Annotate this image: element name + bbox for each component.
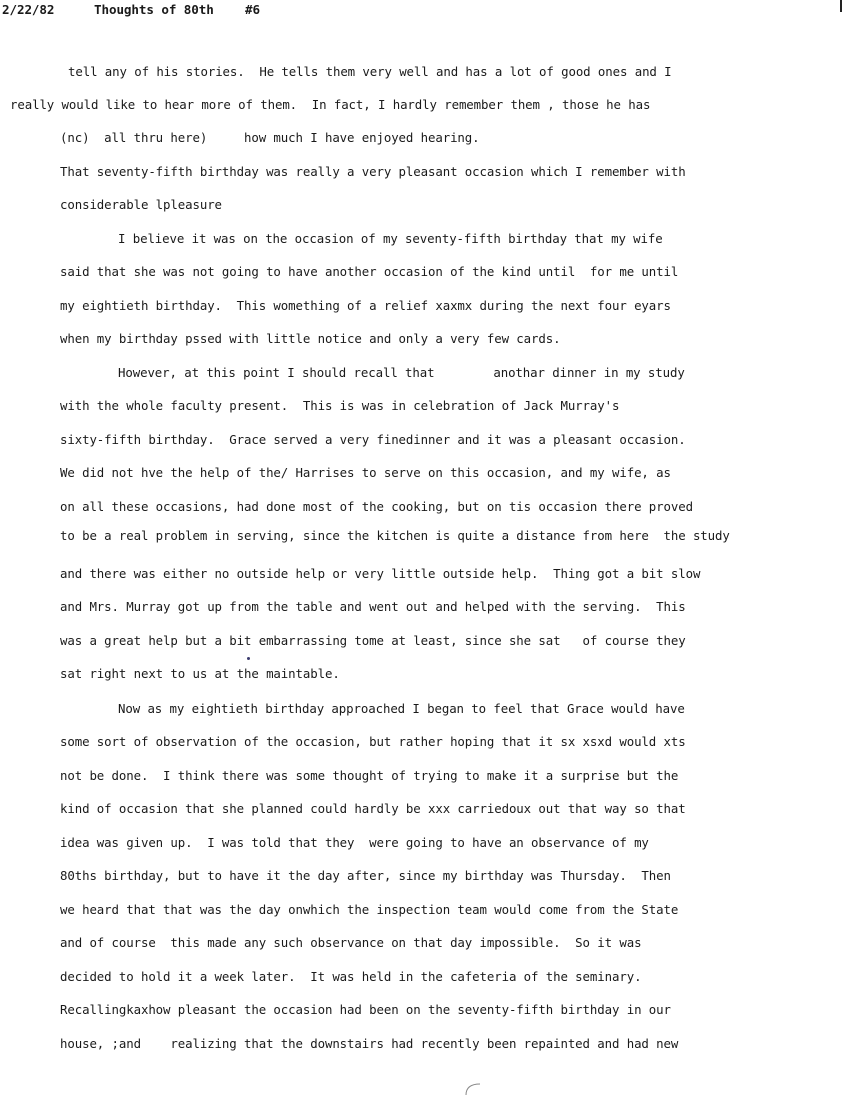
ink-dot <box>247 657 250 660</box>
text-line: considerable lpleasure <box>60 197 222 212</box>
text-line: decided to hold it a week later. It was held in the cafeteria of the seminary. <box>60 969 642 984</box>
text-line: idea was given up. I was told that they were going to have an observance of my <box>60 835 649 850</box>
text-line: said that she was not going to have another occasion of the kind until for me until <box>60 264 679 279</box>
header-date: 2/22/82 <box>2 2 55 17</box>
pencil-mark <box>462 1078 484 1096</box>
text-line: 80ths birthday, but to have it the day after, since my birthday was Thursday. Then <box>60 868 671 883</box>
text-line: to be a real problem in serving, since the kitchen is quite a distance from here the study <box>60 528 730 543</box>
text-line: I believe it was on the occasion of my seventy-fifth birthday that my wife <box>118 231 663 246</box>
header-title: Thoughts of 80th <box>94 2 214 17</box>
text-line: not be done. I think there was some thought of trying to make it a surprise but the <box>60 768 679 783</box>
text-line: some sort of observation of the occasion, but rather hoping that it sx xsxd would xts <box>60 734 686 749</box>
text-line: and there was either no outside help or very little outside help. Thing got a bit slow <box>60 566 701 581</box>
header-number: #6 <box>245 2 260 17</box>
text-line: with the whole faculty present. This is was in celebration of Jack Murray's <box>60 398 620 413</box>
text-line: and of course this made any such observance on that day impossible. So it was <box>60 935 642 950</box>
text-line: really would like to hear more of them. In fact, I hardly remember them , those he has <box>10 97 651 112</box>
text-line: sat right next to us at the maintable. <box>60 666 340 681</box>
text-line: Recallingkaxhow pleasant the occasion had been on the seventy-fifth birthday in our <box>60 1002 671 1017</box>
text-line: (nc) all thru here) how much I have enjoyed hearing. <box>60 130 480 145</box>
text-line: We did not hve the help of the/ Harrises to serve on this occasion, and my wife, as <box>60 465 671 480</box>
text-line: kind of occasion that she planned could hardly be xxx carriedoux out that way so that <box>60 801 686 816</box>
text-line: when my birthday pssed with little notice and only a very few cards. <box>60 331 561 346</box>
text-line: tell any of his stories. He tells them very well and has a lot of good ones and I <box>68 64 672 79</box>
text-line: was a great help but a bit embarrassing tome at least, since she sat of course they <box>60 633 686 648</box>
text-line: However, at this point I should recall that anothar dinner in my study <box>118 365 685 380</box>
text-line: Now as my eightieth birthday approached I began to feel that Grace would have <box>118 701 685 716</box>
page-edge-mark <box>840 0 848 12</box>
text-line: on all these occasions, had done most of the cooking, but on tis occasion there proved <box>60 499 693 514</box>
text-line: my eightieth birthday. This womething of a relief xaxmx during the next four eyars <box>60 298 671 313</box>
text-line: and Mrs. Murray got up from the table and went out and helped with the serving. This <box>60 599 686 614</box>
text-line: sixty-fifth birthday. Grace served a very finedinner and it was a pleasant occasion. <box>60 432 686 447</box>
text-line: we heard that that was the day onwhich the inspection team would come from the State <box>60 902 679 917</box>
text-line: That seventy-fifth birthday was really a very pleasant occasion which I remember with <box>60 164 686 179</box>
text-line: house, ;and realizing that the downstairs had recently been repainted and had new <box>60 1036 679 1051</box>
